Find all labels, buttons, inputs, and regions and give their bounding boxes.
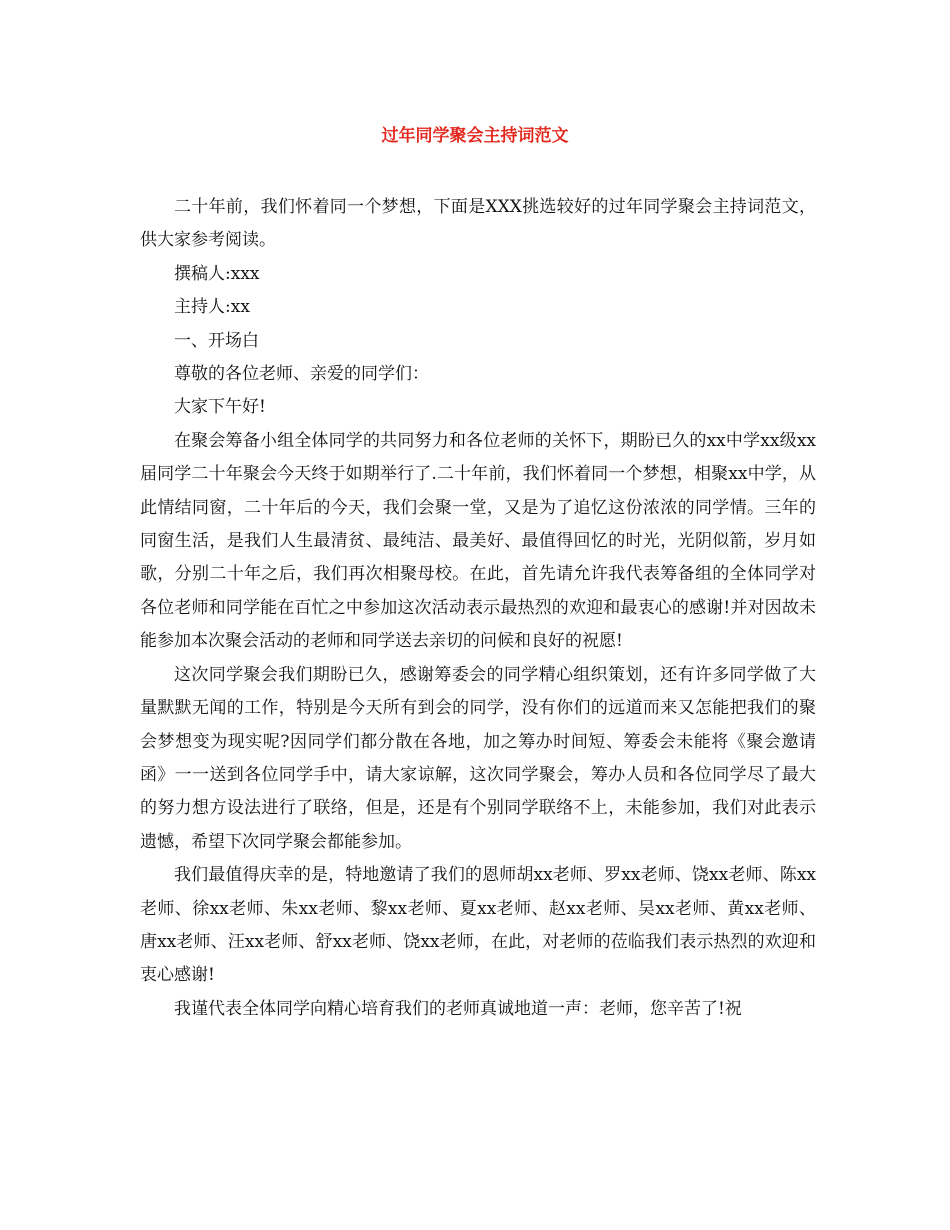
paragraph-thanks-committee: 这次同学聚会我们期盼已久，感谢筹委会的同学精心组织策划，还有许多同学做了大量默默无闻的工作，特别是今天所有到会的同学，没有你们的远道而来又怎能把我们的聚会梦想变为现实呢?因同学们都分散在各地，加之筹办时间短、筹委会未能将《聚会邀请函》一一送到各位同学手中，请大家谅解，这次同学聚会，筹办人员和各位同学尽了最大的努力想方设法进行了联络，但是，还是有个别同学联络不上，未能参加，我们对此表示遗憾，希望下次同学聚会都能参加。 xyxy=(140,664,816,852)
section-heading-opening: 一、开场白 xyxy=(174,330,259,351)
document-title: 过年同学聚会主持词范文 xyxy=(381,126,569,146)
document-body xyxy=(140,191,816,1026)
paragraph-host: 主持人:xx xyxy=(174,297,250,318)
paragraph-welcome: 在聚会筹备小组全体同学的共同努力和各位老师的关怀下，期盼已久的xx中学xx级xx届同学二十年聚会今天终于如期举行了.二十年前，我们怀着同一个梦想，相聚xx中学，从此情结同窗，二十年后的今天，我们会聚一堂，又是为了追忆这份浓浓的同学情。三年的同窗生活，是我们人生最清贫、最纯洁、最美好、最值得回忆的时光，光阴似箭，岁月如歌，分别二十年之后，我们再次相聚母校。在此，首先请允许我代表筹备组的全体同学对各位老师和同学能在百忙之中参加这次活动表示最热烈的欢迎和最衷心的感谢!并对因故未能参加本次聚会活动的老师和同学送去亲切的问候和良好的祝愿! xyxy=(140,430,816,652)
paragraph-intro: 二十年前，我们怀着同一个梦想，下面是XXX挑选较好的过年同学聚会主持词范文，供大家参考阅读。 xyxy=(140,197,816,251)
paragraph-author: 撰稿人:xxx xyxy=(174,263,260,284)
paragraph-greeting: 大家下午好! xyxy=(174,397,266,418)
paragraph-teachers: 我们最值得庆幸的是，特地邀请了我们的恩师胡xx老师、罗xx老师、饶xx老师、陈xx老师、徐xx老师、朱xx老师、黎xx老师、夏xx老师、赵xx老师、吴xx老师、黄xx老师、唐xx老师、汪xx老师、舒xx老师、饶xx老师，在此，对老师的莅临我们表示热烈的欢迎和衷心感谢! xyxy=(140,865,816,986)
paragraph-salutation: 尊敬的各位老师、亲爱的同学们： xyxy=(174,364,429,385)
paragraph-tribute: 我谨代表全体同学向精心培育我们的老师真诚地道一声：老师，您辛苦了!祝 xyxy=(174,998,742,1019)
